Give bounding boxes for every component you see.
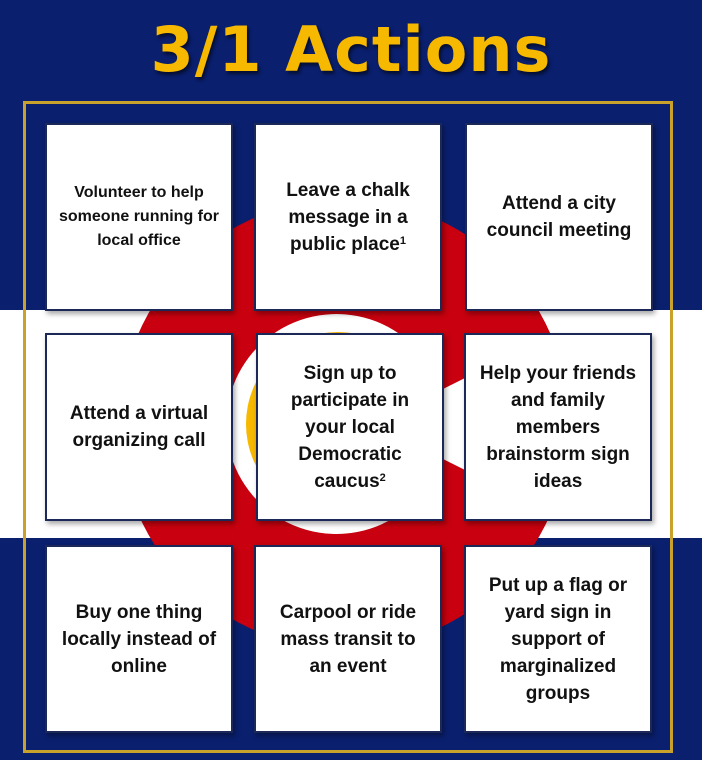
action-card-text: Carpool or ride mass transit to an event: [279, 601, 417, 677]
footnote-marker: 2: [379, 471, 386, 484]
action-card-text: Volunteer to help someone running for local office: [59, 184, 219, 249]
action-card: [465, 123, 653, 311]
action-card: [254, 545, 442, 733]
action-card: [256, 333, 444, 521]
footnote-marker: 1: [399, 234, 406, 247]
action-card: [254, 123, 442, 311]
action-card-text: Leave a chalk message in a public place$^1$: [286, 179, 410, 255]
action-card: [464, 333, 652, 521]
action-card-text: Attend a city council meeting: [486, 193, 632, 241]
action-card-text: Attend a virtual organizing call: [69, 403, 209, 451]
page-title: 3/1 Actions: [150, 13, 552, 86]
action-card: [464, 545, 652, 733]
action-card-text: Buy one thing locally instead of online: [61, 601, 217, 677]
action-card-text: Put up a flag or yard sign in support of marginalized groups: [488, 574, 628, 704]
action-card-text: Sign up to participate in your local Democratic caucus$^2$: [290, 362, 410, 492]
action-card-text: Help your friends and family members brainstorm sign ideas: [479, 362, 637, 492]
action-card: [45, 123, 233, 311]
action-card: [45, 545, 233, 733]
action-card: [45, 333, 233, 521]
